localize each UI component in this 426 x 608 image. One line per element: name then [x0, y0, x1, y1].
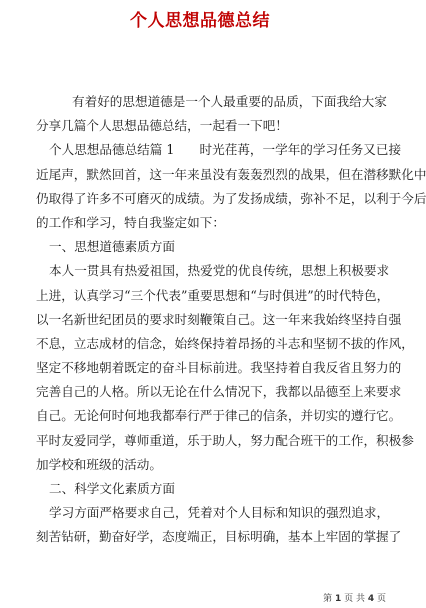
- paragraph-line: 平时友爱同学，尊师重道，乐于助人，努力配合班干的工作，积极参: [36, 432, 414, 448]
- paragraph-line: 加学校和班级的活动。: [36, 456, 162, 472]
- footer-suffix: 页: [376, 594, 386, 604]
- paragraph-line: 的工作和学习，特自我鉴定如下：: [36, 214, 225, 230]
- page-number: 1: [334, 594, 342, 604]
- paragraph-line: 上进，认真学习“三个代表”重要思想和“与时俱进”的时代特色，: [36, 287, 390, 303]
- document-title: 个人思想品德总结: [130, 11, 270, 31]
- page-footer: [323, 591, 386, 604]
- section-heading: 二、科学文化素质方面: [49, 481, 175, 496]
- paragraph-line: 近尾声，默然回首，这一年来虽没有轰轰烈烈的战果，但在潜移默化中: [36, 166, 426, 182]
- paragraph-line: 坚定不移地朝着既定的奋斗目标前进。我坚持着自我反省且努力的: [36, 360, 402, 376]
- paragraph-line: 有着好的思想道德是一个人最重要的品质，下面我给大家: [72, 94, 387, 109]
- paragraph-line: 以一名新世纪团员的要求时刻鞭策自己。这一年来我始终坚持自强: [36, 311, 402, 327]
- paragraph-line: 学习方面严格要求自己，凭着对个人目标和知识的强烈追求，: [49, 505, 390, 521]
- footer-middle: 页 共: [344, 594, 365, 604]
- paragraph-line: 完善自己的人格。所以无论在什么情况下，我都以品德至上来要求: [36, 384, 402, 400]
- section-heading: 一、思想道德素质方面: [49, 239, 175, 255]
- paragraph-line: 分享几篇个人思想品德总结，一起看一下吧！: [36, 118, 288, 134]
- paragraph-line: 本人一贯具有热爱祖国，热爱党的优良传统，思想上积极要求: [49, 263, 390, 279]
- paragraph-line: 仍取得了许多不可磨灭的成绩。为了发扬成绩，弥补不足，以利于今后: [36, 190, 426, 206]
- document-body: [36, 90, 426, 550]
- total-pages: 4: [367, 594, 375, 604]
- paragraph-line: 不息，立志成材的信念，始终保持着昂扬的斗志和坚韧不拔的作风，: [36, 335, 414, 351]
- paragraph-line: 自己。无论何时何地我都奉行严于律己的信条，并切实的遵行它。: [36, 408, 402, 424]
- footer-prefix: 第: [323, 594, 333, 604]
- paragraph-line: 个人思想品德总结篇 1 时光荏苒，一学年的学习任务又已接: [49, 142, 402, 158]
- paragraph-line: 刻苦钻研，勤奋好学，态度端正，目标明确，基本上牢固的掌握了: [36, 529, 402, 545]
